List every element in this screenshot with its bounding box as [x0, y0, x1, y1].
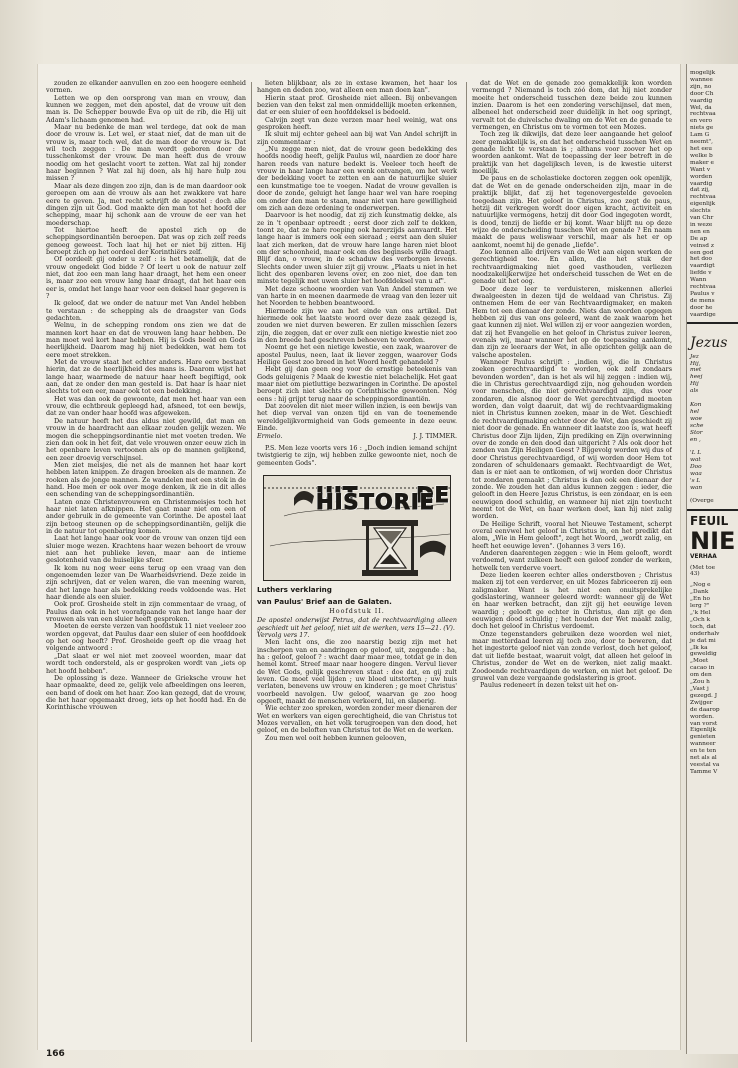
- line: geweldig: [690, 651, 717, 658]
- line: toch, dat: [690, 623, 716, 630]
- column-divider: [251, 82, 252, 1042]
- adjacent-poem: [687, 354, 738, 492]
- line: Paulus v: [690, 291, 715, 297]
- luther-text: [257, 639, 457, 742]
- line: Doo: [690, 464, 702, 471]
- line: hel: [690, 408, 700, 415]
- line: van Chr: [690, 215, 714, 222]
- paragraph: Wanneer Paulus schrijft : „indien wij, die in Christus zoeken gerechtvaardigd te worden, ook zelf zondaars bevonden worden", dan is het als wil hij zeggen : indien wij, die in Christus gerechtvaardigd zijn, nog gehouden worden voor menschen, die niet gerechtvaardigd zijn, dus voor zondaren, die alsnog door de Wet gerechtvaardigd moeten worden, dan volgt daaruit, dat wij de rechtvaardigmaking niet in Christus kunnen zoeken, maar in de Wet. Geschiedt de rechtvaardigmaking echter door de Wet, dan geschiedt zij niet door de genade. En wanneer dit laatste zoo is, wat heeft Christus door Zijn lijden, Zijn prediking en Zijn overwinning over de zonde en den dood dan uitgericht ? Als ook door het zenden van Zijn Heiligen Geest ? Bijgevolg worden wij dus of door Christus gerechtvaardigd, of wij worden door Hem tot zondaren of schuldenaars gemaakt. Rechtvaardigt de Wet, dan is er niet aan te ontkomen, of wij worden door Christus tot zondaren gemaakt ; Christus is dan ook een dienaar der zonde. We zouden het dan aldus kunnen zeggen : ieder, die gelooft in den Heere Jezus Christus, is een zondaar, en is een eeuwigen dood schuldig, en wanneer hij niet zijn toevlucht neemt tot de Wet, en haar werken doet, kan hij niet zalig worden.: [472, 358, 672, 521]
- line: sche: [690, 422, 704, 429]
- line: Wann: [690, 277, 707, 284]
- paragraph: Of oordeelt gij onder u zelf : is het betamelijk, dat de vrouw ongedekt God bidde ? Of leert u ook de natuur zelf niet, dat zoo een man lang haar draagt, het hem een oneer is, maar zoo een vrouw lang haar draagt, dat het haar een eer is, omdat het lange haar voor een deksel haar gegeven is ?: [46, 255, 246, 300]
- paragraph: Onze tegenstanders gebruiken deze woorden wel niet, maar metterdaad leeren zij toch zoo, door te beweren, dat het ingestorte geloof niet van zonde verlost, doch het geloof, dat uit liefde bestaat, waaruit volgt, dat alleen het geloof in Christus, zonder de Wet en de werken, niet zalig maakt. Zoodoende rechtvaardigen de werken, en niet het geloof. De gruwel van deze vergaande godslastering is groot.: [472, 629, 672, 682]
- line: 's L: [690, 477, 701, 484]
- adjacent-verhaal: VERHAA: [690, 553, 717, 560]
- line: waa: [690, 471, 702, 478]
- line: heej: [690, 374, 703, 381]
- line: genieten: [690, 734, 716, 741]
- line: Lam G: [690, 132, 710, 139]
- signature: [257, 433, 457, 440]
- adjacent-text-bottom: [687, 578, 738, 775]
- line: Want v: [690, 166, 711, 173]
- verse-quote: De apostel onderwijst Petrus, dat de rechtvaardiging alleen geschiedt uit het geloof, niet uit de werken, vers 15—21. (V).: [257, 616, 457, 632]
- adjacent-text-top: [687, 64, 738, 319]
- paragraph: Letten we op den oorsprong van man en vrouw, dan kunnen we zeggen, met den apostel, dat de vrouw uit den man is. De Schepper bouwde Eva op uit de rib, die Hij uit Adam's lichaam genomen had.: [46, 93, 246, 124]
- line: [690, 443, 738, 450]
- line: „Och k: [690, 616, 711, 623]
- paragraph: Ik geloof, dat we onder de natuur met Van Andel hebben te verstaan : de schepping als de draagster van Gods gedachten.: [46, 299, 246, 322]
- line: vaardige: [690, 311, 716, 318]
- line: dat zij,: [690, 187, 710, 194]
- line: niets ge: [690, 125, 714, 132]
- section-title-1: Luthers verklaring: [257, 584, 332, 594]
- paragraph: Laten onze Christenvrouwen en Christenmeisjes toch het haar niet laten afknippen. Het gaat maar niet om een of ander gebruik in de gemeente van Corinthe. De apostel laat zijn betoog steunen op de scheppingsordinantiën, gelijk die in de natuur tot openbaring komen.: [46, 497, 246, 535]
- line: rechtvaa: [690, 284, 716, 291]
- page-number: 166: [46, 1049, 65, 1059]
- section-title-2: van Paulus' Brief aan de Galaten.: [257, 596, 392, 606]
- paragraph: Het was dan ook de gewoonte, dat men het haar van een vrouw, die echtbreuk gepleegd had, afsneed, tot een bewijs, dat ze van onder haar hoofd was afgeweken.: [46, 394, 246, 418]
- verse-reference: Vervolg vers 17.: [257, 630, 310, 639]
- adjacent-big-title: NIE: [690, 526, 736, 555]
- column-left: [46, 80, 246, 1044]
- paragraph: Wie echter zoo spreken, worden zonder meer dienaren der Wet en werkers van eigen gerechtigheid, die van Christus tot Mozes vervallen, en het volk terugroepen van den dood, het geloof, en de beloften van Christus tot de Wet en de werken.: [257, 704, 457, 735]
- line: gezegd. J: [690, 692, 718, 699]
- line: welke b: [690, 152, 713, 159]
- paragraph: zouden ze elkander aanvullen en zoo een hoogere eenheid vormen.: [46, 80, 246, 95]
- line: Hij,: [690, 360, 701, 367]
- line: veinsd z: [690, 242, 714, 249]
- paragraph: Maar nu bedenke de man wel terdege, dat ook de man door de vrouw is. Let wel, er staat niet, dat de man uit de vrouw is, maar toch wel, dat de man door de vrouw is. Dat wil toch zeggen : De man wordt geboren door de tusschenkomst der vrouw. De man heeft dus de vrouw noodig om het geslacht voort te zetten. Wat zal hij zonder haar beginnen ? Wat zal hij doen, als hij hare hulp zou missen ?: [46, 123, 246, 183]
- line: het doo: [690, 256, 713, 263]
- line: „Dank: [690, 589, 709, 596]
- line: „Ik ka: [690, 644, 708, 651]
- line: „Vast j: [690, 685, 709, 692]
- paragraph: Laat het lange haar ook voor de vrouw van onzen tijd een sluier moge wezen. Krachtens haar wezen behoort de vrouw niet aan het publieke leven, maar aan de intieme geslotenheid van de huiselijke sfeer.: [46, 534, 246, 565]
- line: het eeu: [690, 145, 712, 152]
- line: Zwijger: [690, 699, 713, 706]
- adjacent-source: (Overge: [690, 497, 714, 504]
- adjacent-page-fragment: [686, 64, 738, 1054]
- line: worden: [690, 173, 713, 180]
- paragraph: Zou men wel ooit hebben kunnen gelooven,: [265, 733, 407, 742]
- paragraph: Met deze schoone woorden van Van Andel stemmen we van harte in en meenen daarmede de vraag van den lezer uit het Noorden te hebben beantwoord.: [257, 284, 457, 308]
- line: „Nog e: [690, 582, 711, 589]
- line: je dat mi: [690, 637, 716, 644]
- line: van vorst: [690, 720, 718, 727]
- paragraph: Door deze leer te verduisteren, miskennen allerlei dwaalgeesten in dezen tijd de weldaad van Christus. Zij ontnemen Hem de eer van Rechtvaardigmaker, en maken Hem tot een dienaar der zonde. Niets dan woorden opgegen hebben zij dus van ons geleerd, want de zaak waarom het gaat kunnen zij niet. Wel willen zij er voor aangezien worden, dat zij het Evangelie en het geloof in Christus zuiver leeren, evenals wij, maar wanneer het op de toepassing aankomt, dan zijn ze leeraars der Wet, in alle opzichten gelijk aan de valsche apostelen.: [472, 284, 672, 359]
- line: vaardig: [690, 180, 713, 187]
- line: 'L L: [690, 450, 702, 457]
- paragraph: Noemt ge het een nietige kwestie, een zaak, waarover de apostel Paulus, neen, laat ik liever zeggen, waarover Gods Heilige Geest zoo breed in het Woord heeft gehandeld ?: [257, 343, 457, 367]
- line: „Moet: [690, 658, 709, 665]
- line: De ap: [690, 235, 708, 242]
- adjacent-feuilleton-head: FEUIL: [687, 509, 738, 528]
- paragraph: Ik sluit mij echter geheel aan bij wat Van Andel schrijft in zijn commentaar :: [257, 130, 457, 146]
- line: met: [690, 367, 702, 374]
- line: „En ho: [690, 596, 711, 603]
- paragraph: „Nu zegge men niet, dat de vrouw geen bedekking des hoofds noodig heeft, gelijk Paulus wil, naardien ze door hare haren reeds van nature bedekt is. Veeleer toch heeft de vrouw in haar lange haar een wenk ontvangen, om het werk der bedekking voort te zetten en aan de natuurlijke sluier een kunstmatige toe te voegen. Nadat de vrouw gevallen is door de zonde, geluigt het lange haar wel van hare roeping om onder den man te staan, maar niet van hare gewilligheid om zich aan deze ordening te onderwerpen.: [257, 145, 457, 212]
- paragraph: Welnu, in de schepping rondom ons zien we dat de mannen kort haar en dat de vrouwen lang haar hebben. De man moet wel kort haar hebben. Hij is Gods beeld en Gods heerlijkheid. Daarom mag hij niet bedekken, wat hem tot eere moet strekken.: [46, 321, 246, 359]
- paragraph: Moeten de eerste verzen van hoofdstuk 11 niet veeleer zoo worden opgevat, dat Paulus daar een sluier of een hoofddoek op het oog heeft? Prof. Grosheide geeft op die vraag het volgende antwoord :: [46, 622, 246, 653]
- signature-name: J. J. TIMMER.: [413, 431, 457, 440]
- paragraph: Zoo kennen alle drijvers van de Wet aan eigen werken de gerechtigheid toe. En allen, die het stuk der rechtvaardigmaking niet goed vasthouden, verliezen noodzakelijkerwijze het onderscheid tusschen de Wet en de genade uit het oog.: [472, 247, 672, 286]
- line: mogelijk: [690, 70, 716, 76]
- column-middle: [257, 80, 457, 1044]
- line: veestal va: [690, 761, 720, 768]
- paragraph: De oplossing is deze. Wanneer de Grieksche vrouw het haar opmaakte, deed ze, gelijk vele afbeeldingen ons leeren, een band of doek om het haar. Zoo kan gezegd, dat de vrouw, die het haar opgemaakt droeg, iets op het hoofd had. En de Korinthische vrouwen: [46, 673, 246, 712]
- line: „'k Hel: [690, 610, 711, 616]
- line: Hij: [690, 381, 699, 388]
- paragraph: De paus en de scholastieke doctoren zeggen ook openlijk, dat de Wet en de genade onderscheiden zijn, maar in de praktijk blijkt, dat zij het tegenovergestelde gevoelen toegedaan zijn. Het geloof in Christus, zoo zegt de paus, hetzij dit verkregen wordt door eigen kracht, activiteit en natuurlijke vermogens, hetzij dit door God ingegoten wordt, is dood, tenzij de liefde er bij komt. Waar blijft nu op deze wijze de onderscheiding tusschen Wet en genade ? En naam maakt de paus weliswaar verschil, maar als het er op aankomt, noemt hij de genade „liefde".: [472, 174, 672, 249]
- adjacent-poem-title: Jezus: [690, 334, 728, 351]
- magazine-page: [38, 64, 680, 1050]
- line: wannee: [690, 76, 713, 83]
- line: „Zou h: [690, 679, 710, 686]
- line: eigenlijk: [690, 201, 716, 208]
- line: woe: [690, 415, 702, 422]
- line: en vero: [690, 118, 712, 125]
- line: neemt",: [690, 139, 713, 146]
- line: liefde v: [690, 270, 712, 277]
- line: om den: [690, 672, 712, 679]
- line: worden.: [690, 713, 714, 720]
- line: rechtvaa: [690, 111, 716, 118]
- line: in weze: [690, 221, 713, 228]
- paragraph: Deze lieden keeren echter alles onderstboven ; Christus maken zij tot een verderver, en uit Mozes fabriceeren zij een zaligmaker. Want is het niet een onuitsprekelijke godslastering, wanneer geleerd wordt: wanneer gij de Wet en haar werken betracht, dan zijt gij het eeuwige leven waardig ; gelooft ge echter in Christus, dan zijt ge den eeuwigen dood schuldig ; het houden der Wet maakt zalig, doch het geloof in Christus verdoemt.: [472, 571, 672, 631]
- paragraph: Hebt gij dan geen oog voor de ernstige beteekenis van Gods geluigenis ? Maak de kwestie niet belachelijk. Het gaat maar niet om pietluttige bezwaringen in Corinthe. De apostel beroept zich niet slechts op Corinthische gewoonten. Nóg eens : hij grijpt terug naar de scheppingsordinantiën.: [257, 365, 457, 403]
- divider: [687, 322, 738, 324]
- paragraph: Ook prof. Grosheide stelt in zijn commentaar de vraag, of Paulus dan ook in het voorafgaande van het lange haar der vrouwen als van een sluier heeft gesproken.: [46, 600, 246, 624]
- paragraph: Paulus redeneert in dezen tekst uit het on-: [480, 681, 619, 690]
- line: Wel, da: [690, 104, 712, 111]
- paragraph: dat de Wet en de genade zoo gemakkelijk kon worden vermengd ? Niemand is toch zóó dom, dat hij niet zonder moeite het onderscheid tusschen deze beide zou kunnen inzien. Daarom is het een zondering verschijnsel, dat men, albeneel het onderscheid zeer duidelijk in het oog springt, vervalt tot de duivelsche dwaling om de Wet en de genade te vermengen, en Christus om te vormen tot een Mozes.: [472, 80, 672, 132]
- line: onderhalv: [690, 630, 720, 637]
- postscript: P.S. Men leze voorts vers 16 : „Doch indien iemand schijnt twistgierig te zijn, wij hebben zulke gewoonte niet, noch de gemeenten Gods".: [257, 443, 457, 467]
- paragraph: Daarvoor is het noodig, dat zij zich kunstmatig dekke, als ze in 't openbaar optreedt ; eerst door zich zelf te dekken, toont ze, dat ze hare roeping ook harerzijds aanvaardt. Het lange haar is immers ook een sieraad ; eerst aan den sluier laat zich merken, dat de vrouw hare lange haren niet bloot om der schoonheid, maar ook om des beginsels wille draagt. Blijf dan, o vrouw, in de schaduw des verborgen levens. Slechts onder uwen sluier zijt gij vrouw. „Plaats u niet in het licht des openbaren levens over, en zoo niet, doe dan ten minste tegelijk met uwen sluier het hoofddeksel van u af".: [257, 211, 457, 286]
- paragraph: De Heilige Schrift, vooral het Nieuwe Testament, scherpt overal eenvwel het geloof in Christus in, en het predikt dat alom, „Wie in Hem gelooft", zegt het Woord, „wordt zalig, en heeft het eeuwige leven". (Johannes 3 vers 16).: [472, 519, 672, 550]
- signature-place: Ermelo.: [257, 431, 283, 440]
- adjacent-note-2: 43): [690, 571, 700, 578]
- line: de daarop: [690, 706, 720, 713]
- column-divider: [466, 82, 467, 1042]
- line: en te ten: [690, 748, 717, 755]
- paragraph: lieten blijkbaar, als ze in extase kwamen, het haar los hangen en deden zoo, wat alleen een man doen kan".: [257, 80, 457, 95]
- line: [690, 395, 738, 402]
- line: wan: [690, 484, 703, 491]
- line: Stor: [690, 429, 703, 436]
- line: een god: [690, 249, 714, 256]
- banner-title: UIT DE HISTORIE: [316, 482, 450, 515]
- paragraph: Hiermede zijn we aan het einde van ons artikel. Dat hiermede ook het laatste woord over deze zaak gezegd is, zouden we niet durven beweren. Er zullen misschien lezers zijn, die zeggen, dat er over zulk een nietige kwestie niet zoo in den breede had geschreven behoeven te worden.: [257, 306, 457, 345]
- line: Tamme V: [690, 768, 718, 775]
- column-right: [472, 80, 672, 1044]
- line: Jez: [690, 353, 699, 360]
- paragraph: Calvijn zegt van deze verzen maar heel weinig, wat ons gesproken heeft.: [257, 115, 457, 132]
- paragraph: Anderen daarentegen zeggen : wie in Hem gelooft, wordt verdoemd, want zulkeen heeft een geloof zonder de werken, hetwelk ten verderve voert.: [472, 549, 672, 572]
- paragraph: De natuur heeft het dus aldus niet gewild, dat man en vrouw in de haardracht aan elkaar zouden gelijk wezen. We mogen die scheppingsordinantie niet met voeten treden. We zien dan ook in het feit, dat vele vrouwen onzer eeuw zich in het openbare leven vertoonen als op de mannen gelijkend, een zeer droevig verschijnsel.: [46, 416, 246, 462]
- line: door Ch: [690, 90, 714, 97]
- line: lerg ?": [690, 603, 710, 610]
- line: vaardigt: [690, 263, 715, 270]
- line: en ,: [690, 436, 701, 443]
- line: slechts: [690, 208, 711, 215]
- history-banner: [263, 475, 451, 581]
- paragraph: Hierin staat prof. Grosheide niet alleen. Bij onbevangen bezien van den tekst zal men onmiddellijk moeten erkennen, dat er een sluier of een hoofddeksel is bedoeld.: [257, 93, 457, 117]
- line: de mens: [690, 297, 715, 304]
- paragraph: Dat zoovelen dit niet meer willen inzien, is een bewijs van het diep verval van onzen tijd en van de toenemende wereldgelijkvormigheid van Gods gemeente in deze eeuw. Einde.: [257, 402, 457, 433]
- paragraph: Toch zeg ik dikwijls, dat deze leer aangaande het geloof zeer gemakkelijk is, en dat het onderscheid tusschen Wet en genade licht te verstaan is ; althans voor zoover het op woorden aankomt. Wat de toepassing der leer betreft in de praktijk van het dagelijksch leven, is de kwestie uiterst moeilijk.: [472, 130, 672, 176]
- chapter-heading: Hoofdstuk II.: [329, 606, 385, 615]
- line: net als al: [690, 755, 717, 762]
- line: als: [690, 388, 699, 395]
- line: wat: [690, 457, 701, 464]
- article-continuation: [257, 80, 457, 433]
- line: maker e: [690, 159, 714, 166]
- paragraph: Men ziet meisjes, die net als de mannen het haar kort hebben laten knippen. Ze dragen broeken als de mannen. Ze rooken als de jonge mannen. Ze wandelen met een stok in de hand. Hoe men er ook over moge denken, ik zie in dit alles een schending van de scheppingsordinantiën.: [46, 460, 246, 499]
- adjacent-note: (Met toe: [690, 564, 716, 571]
- line: nen en: [690, 228, 710, 235]
- paragraph: „Dat slaat er wel niet met zooveel woorden, maar dat wordt toch ondersteld, als er gesproken wordt van „iets op het hoofd hebben".: [46, 651, 246, 675]
- line: wanneer: [690, 741, 716, 748]
- line: Eigenlijk: [690, 727, 716, 734]
- paragraph: Men lacht ons, die zoo naarstig bezig zijn met het inscherpen van en aandringen op geloof, uit, zeggende : ha, ha : geloof, geloof ? : wacht daar maar mee, totdat ge in den hemel komt. Streef maar naar hoogere dingen. Vervul liever de Wet Gods, gelijk geschreven staat : doe dat, en gij zult leven. Ge moet veel lijden ; uw bloed uitstorten ; uw huis verlaten, benevens uw vrouw en kinderen ; ge moet Christus' voorbeeld navolgen. Uw geloof, waarvan ge zoo hoog opgeeft, maakt de menschen verkeerd, lui, en slaperig.: [257, 638, 457, 705]
- line: vaardig: [690, 97, 713, 104]
- paragraph: Met de vrouw staat het echter anders. Hare eere bestaat hierin, dat ze de heerlijkheid des mans is. Daarom wijst het lange haar, waarmede de natuur haar heeft begiftigd, ook aan, dat ze onder den man gesteld is. Dat haar is haar niet slechts tot een eer, maar ook tot een bedekking.: [46, 358, 246, 396]
- line: door he: [690, 304, 713, 311]
- line: rechtvaa: [690, 194, 716, 201]
- line: cacao in: [690, 665, 715, 672]
- line: zijn, no: [690, 83, 712, 90]
- paragraph: Maar als deze dingen zoo zijn, dan is de man daardoor ook geroepen om aan de vrouw als aan het zwakkere vat hare eere te geven. Ja, met recht schrijft de apostel : doch alle dingen zijn uit God. God maakte den man tot het hoofd der schepping, maar hij schonk aan de vrouw de eer van het moederschap.: [46, 181, 246, 227]
- line: Kon: [690, 401, 702, 408]
- paragraph: Tot hiertoe heeft de apostel zich op de scheppingsordinantiën beroepen. Dat was op zich zelf reeds genoeg geweest. Toch laat hij het er niet bij zitten. Hij beroept zich op het oordeel der Korinthiërs zelf.: [46, 225, 246, 256]
- paragraph: Ik kom nu nog weer eens terug op een vraag van den ongenoemden lezer van De Waarheidsvriend. Deze zeide in zijn schrijven, dat er velen waren, die van meening waren, dat het lange haar als bedekking reeds voldoende was. Het haar diende als een sluier.: [46, 563, 246, 602]
